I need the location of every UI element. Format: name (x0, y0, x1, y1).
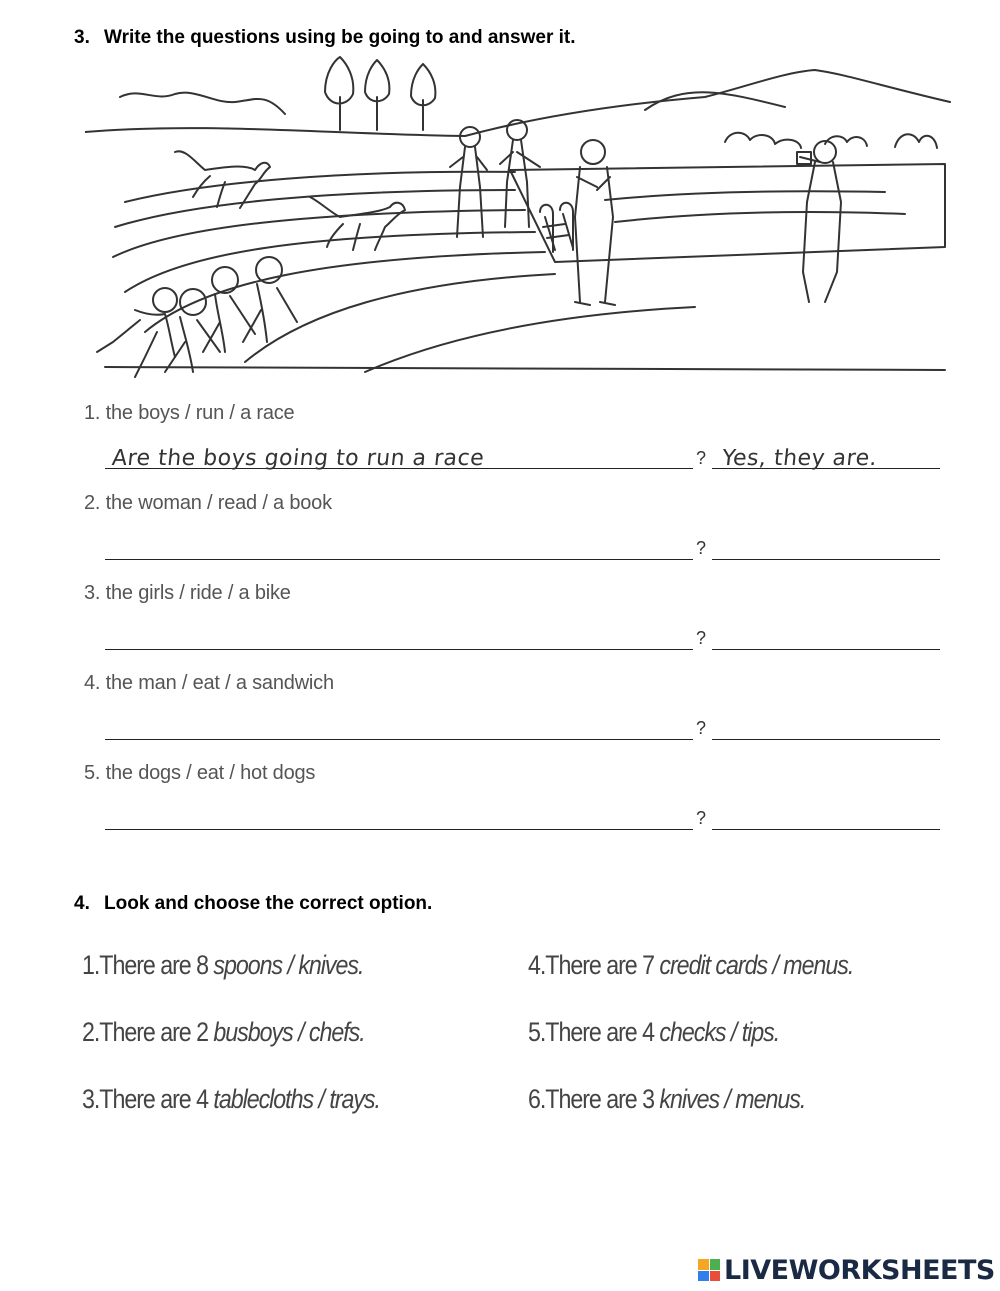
item-4-question-field[interactable] (105, 715, 693, 740)
choice-2-lead: 2.There are 2 (82, 1017, 214, 1047)
choice-4-options[interactable]: credit cards / menus. (659, 950, 854, 980)
choice-item-6[interactable] (528, 1084, 805, 1115)
item-2-question-field[interactable] (105, 535, 693, 560)
item-5-question-field[interactable] (105, 805, 693, 830)
section-4-number: 4. (74, 893, 90, 914)
boys-group (97, 257, 297, 377)
choice-3-lead: 3.There are 4 (82, 1084, 214, 1114)
section-3-title: Write the questions using be going to and answer it. (104, 27, 576, 48)
choice-2-options[interactable]: busboys / chefs. (213, 1017, 365, 1047)
logo-cell-3 (698, 1271, 709, 1282)
item-2-prompt: 2. the woman / read / a book (84, 492, 332, 514)
choice-3-options[interactable]: tablecloths / trays. (213, 1084, 380, 1114)
item-4-answer-field[interactable] (712, 715, 940, 740)
logo-cell-1 (698, 1259, 709, 1270)
item-1-prompt: 1. the boys / run / a race (84, 402, 295, 424)
dog-1 (175, 151, 270, 208)
choice-item-4[interactable] (528, 950, 853, 981)
man-figure (575, 140, 615, 305)
section-4-title: Look and choose the correct option. (104, 893, 433, 914)
item-1-question-text: Are the boys going to run a race (110, 446, 486, 471)
item-3-prompt: 3. the girls / ride / a bike (84, 582, 291, 604)
choice-4-lead: 4.There are 7 (528, 950, 660, 980)
item-2-question-mark: ? (696, 538, 707, 558)
section-4-heading (74, 893, 432, 915)
item-1-answer-text: Yes, they are. (720, 446, 879, 471)
choice-item-2[interactable] (82, 1017, 365, 1048)
logo-cell-2 (710, 1259, 721, 1270)
tree-1 (325, 57, 353, 130)
item-1-question-mark: ? (696, 448, 707, 468)
item-5-answer-field[interactable] (712, 805, 940, 830)
brand-name: LIVEWORKSHEETS (724, 1254, 995, 1286)
choice-1-options[interactable]: spoons / knives. (213, 950, 364, 980)
liveworksheets-brand (698, 1254, 995, 1286)
item-2-answer-field[interactable] (712, 535, 940, 560)
tree-3 (411, 64, 435, 130)
girls-group (450, 120, 540, 237)
item-3-question-mark: ? (696, 628, 707, 648)
tree-2 (365, 60, 389, 130)
logo-cell-4 (710, 1271, 721, 1282)
dog-2 (310, 197, 405, 250)
item-5-prompt: 5. the dogs / eat / hot dogs (84, 762, 316, 784)
choice-item-5[interactable] (528, 1017, 779, 1048)
item-5-question-mark: ? (696, 808, 707, 828)
section-3-number: 3. (74, 27, 90, 48)
choice-5-options[interactable]: checks / tips. (659, 1017, 780, 1047)
choice-item-1[interactable] (82, 950, 363, 981)
item-4-prompt: 4. the man / eat / a sandwich (84, 672, 334, 694)
item-3-answer-field[interactable] (712, 625, 940, 650)
section-3-heading (74, 27, 576, 49)
liveworksheets-logo-icon (698, 1259, 720, 1281)
item-4-question-mark: ? (696, 718, 707, 738)
choice-6-options[interactable]: knives / menus. (659, 1084, 806, 1114)
choice-5-lead: 5.There are 4 (528, 1017, 660, 1047)
choice-6-lead: 6.There are 3 (528, 1084, 660, 1114)
choice-1-lead: 1.There are 8 (82, 950, 214, 980)
choice-item-3[interactable] (82, 1084, 380, 1115)
item-3-question-field[interactable] (105, 625, 693, 650)
park-scene-illustration (85, 52, 955, 392)
